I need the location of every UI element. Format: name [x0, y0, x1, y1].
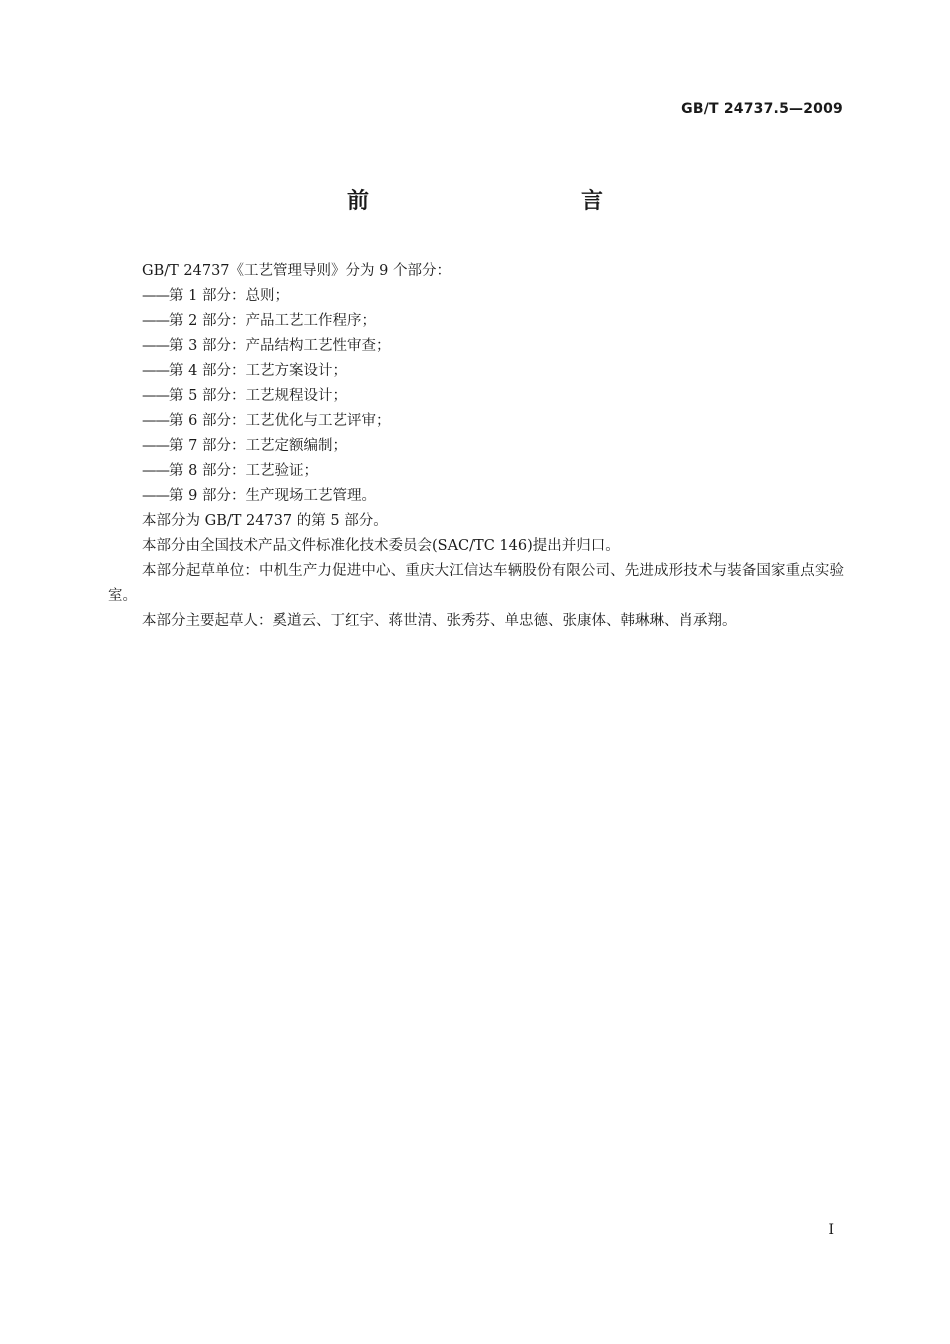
list-item: [108, 409, 844, 434]
drafting-units-paragraph: 本部分起草单位：中机生产力促进中心、重庆大江信达车辆股份有限公司、先进成形技术与装备国家重点实验室。: [108, 563, 844, 604]
parts-list: [108, 284, 844, 509]
list-item-text: 第 7 部分：工艺定额编制；: [169, 438, 347, 454]
list-item-text: 第 9 部分：生产现场工艺管理。: [169, 488, 376, 504]
list-item: [108, 434, 844, 459]
list-item: [108, 284, 844, 309]
list-item: [108, 484, 844, 509]
list-item: [108, 459, 844, 484]
list-item: [108, 309, 844, 334]
list-dash: ——: [142, 288, 169, 304]
foreword-body: [108, 259, 844, 634]
this-part-paragraph: 本部分为 GB/T 24737 的第 5 部分。: [142, 513, 388, 529]
page-title: 前 言: [346, 189, 659, 214]
list-item-text: 第 4 部分：工艺方案设计；: [169, 363, 347, 379]
standard-code: GB/T 24737.5—2009: [681, 101, 843, 117]
list-dash: ——: [142, 388, 169, 404]
list-dash: ——: [142, 438, 169, 454]
list-dash: ——: [142, 338, 169, 354]
list-item-text: 第 8 部分：工艺验证；: [169, 463, 318, 479]
list-dash: ——: [142, 363, 169, 379]
list-dash: ——: [142, 463, 169, 479]
list-item-text: 第 5 部分：工艺规程设计；: [169, 388, 347, 404]
intro-paragraph: GB/T 24737《工艺管理导则》分为 9 个部分：: [142, 263, 451, 279]
list-item: [108, 384, 844, 409]
list-item-text: 第 2 部分：产品工艺工作程序；: [169, 313, 376, 329]
list-dash: ——: [142, 488, 169, 504]
list-item-text: 第 1 部分：总则；: [169, 288, 289, 304]
list-dash: ——: [142, 313, 169, 329]
list-item-text: 第 3 部分：产品结构工艺性审查；: [169, 338, 391, 354]
drafters-paragraph: 本部分主要起草人：奚道云、丁红宇、蒋世清、张秀芬、单忠德、张康体、韩琳琳、肖承翔。: [142, 613, 737, 629]
list-dash: ——: [142, 413, 169, 429]
page-number: I: [828, 1222, 834, 1238]
list-item-text: 第 6 部分：工艺优化与工艺评审；: [169, 413, 391, 429]
list-item: [108, 334, 844, 359]
list-item: [108, 359, 844, 384]
proposed-by-paragraph: 本部分由全国技术产品文件标准化技术委员会(SAC/TC 146)提出并归口。: [142, 538, 620, 554]
